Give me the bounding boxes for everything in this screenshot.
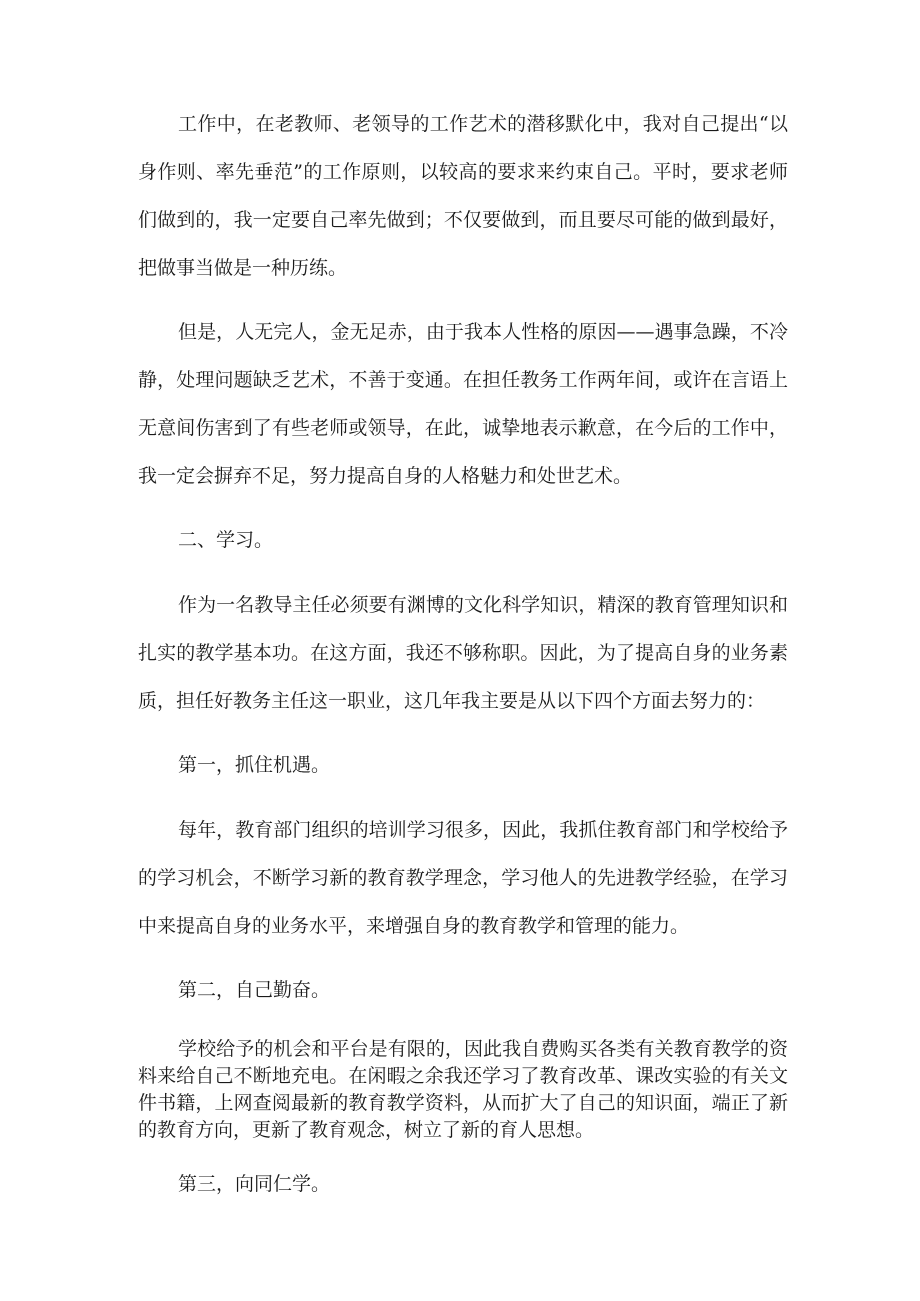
- document-page: [138, 100, 788, 1208]
- subheading-second: 第二，自己勤奋。: [178, 979, 331, 1001]
- paragraph-study-intro: 作为一名教导主任必须要有渊博的文化科学知识，精深的教育管理知识和扎实的教学基本功。在这方面，我还不够称职。因此，为了提高自身的业务素质，担任好教务主任这一职业，这几年我主要是从以下四个方面去努力的：: [138, 594, 788, 712]
- paragraph-first: 每年，教育部门组织的培训学习很多，因此，我抓住教育部门和学校给予的学习机会，不断学习新的教育教学理念，学习他人的先进教学经验，在学习中来提高自身的业务水平，来增强自身的教育教学和管理的能力。: [138, 819, 788, 937]
- paragraph-work-principle: 工作中，在老教师、老领导的工作艺术的潜移默化中，我对自己提出“以身作则、率先垂范”的工作原则，以较高的要求来约束自己。平时，要求老师们做到的，我一定要自己率先做到；不仅要做到，而且要尽可能的做到最好，把做事当做是一种历练。: [138, 113, 788, 279]
- paragraph-second: 学校给予的机会和平台是有限的，因此我自费购买各类有关教育教学的资料来给自己不断地充电。在闲暇之余我还学习了教育改革、课改实验的有关文件书籍，上网查阅最新的教育教学资料，从而扩大了自己的知识面，端正了新的教育方向，更新了教育观念，树立了新的育人思想。: [138, 1038, 788, 1141]
- subheading-third: 第三，向同仁学。: [178, 1173, 331, 1195]
- paragraph-self-reflection: 但是，人无完人，金无足赤，由于我本人性格的原因——遇事急躁，不冷静，处理问题缺乏艺术，不善于变通。在担任教务工作两年间，或许在言语上无意间伤害到了有些老师或领导，在此，诚挚地表示歉意，在今后的工作中，我一定会摒弃不足，努力提高自身的人格魅力和处世艺术。: [138, 321, 788, 487]
- subheading-first: 第一，抓住机遇。: [178, 754, 331, 776]
- section-heading-study: 二、学习。: [178, 529, 274, 551]
